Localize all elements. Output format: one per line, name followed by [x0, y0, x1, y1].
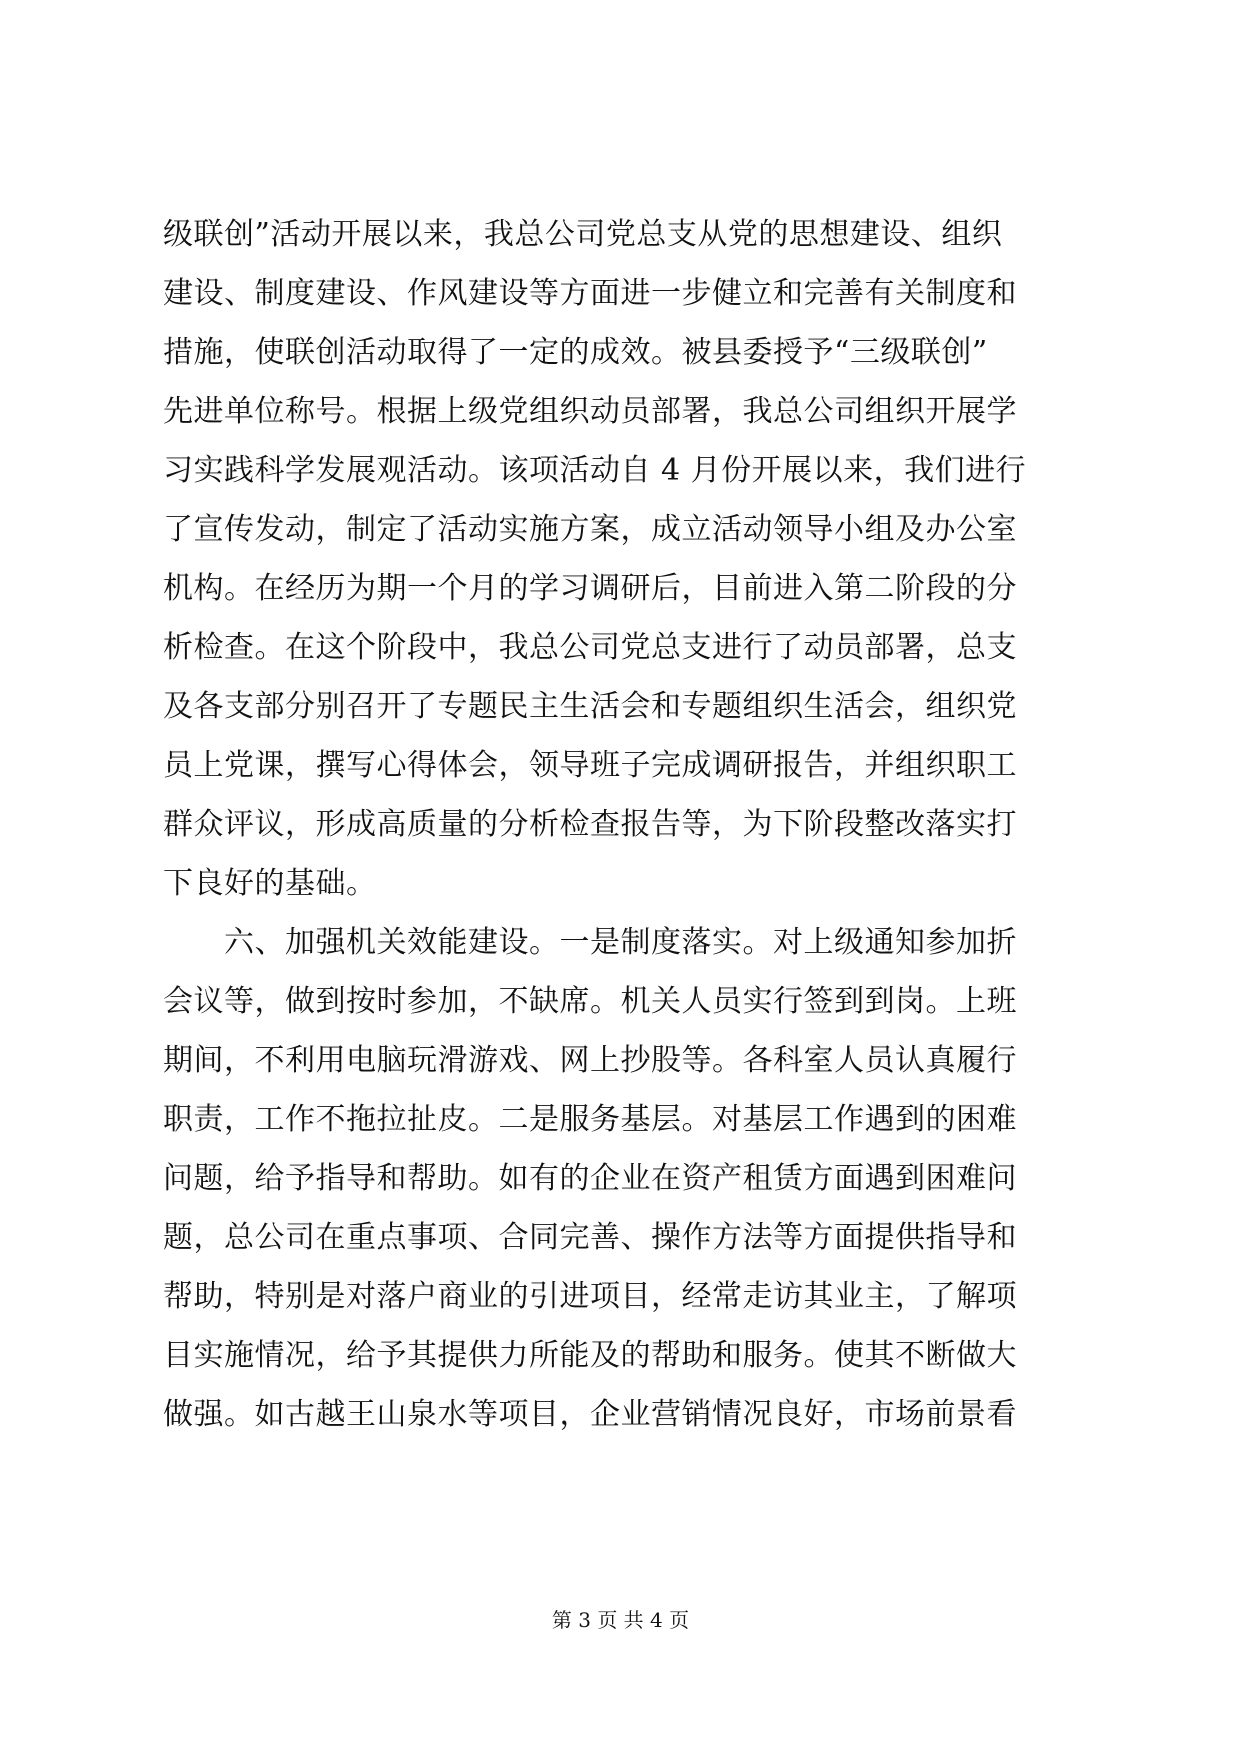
text-line: 群众评议，形成高质量的分析检查报告等，为下阶段整改落实打 [163, 807, 1017, 842]
page-number-footer: 第 3 页 共 4 页 [551, 1608, 690, 1632]
text-line: 六、加强机关效能建设。一是制度落实。对上级通知参加折 [163, 925, 1017, 960]
text-line: 机构。在经历为期一个月的学习调研后，目前进入第二阶段的分 [163, 571, 1017, 606]
text-line: 目实施情况，给予其提供力所能及的帮助和服务。使其不断做大 [163, 1338, 1017, 1373]
text-line: 题，总公司在重点事项、合同完善、操作方法等方面提供指导和 [163, 1220, 1017, 1255]
text-line: 措施，使联创活动取得了一定的成效。被县委授予“三级联创” [163, 335, 988, 370]
text-line: 析检查。在这个阶段中，我总公司党总支进行了动员部署，总支 [163, 630, 1017, 665]
document-body [163, 205, 1093, 1444]
text-line: 帮助，特别是对落户商业的引进项目，经常走访其业主，了解项 [163, 1279, 1017, 1314]
text-line: 员上党课，撰写心得体会，领导班子完成调研报告，并组织职工 [163, 748, 1017, 783]
text-line: 问题，给予指导和帮助。如有的企业在资产租赁方面遇到困难问 [163, 1161, 1017, 1196]
text-line: 下良好的基础。 [163, 866, 377, 901]
text-line: 级联创”活动开展以来，我总公司党总支从党的思想建设、组织 [163, 217, 1003, 252]
text-line: 会议等，做到按时参加，不缺席。机关人员实行签到到岗。上班 [163, 984, 1017, 1019]
text-line: 习实践科学发展观活动。该项活动自 4 月份开展以来，我们进行 [163, 453, 1027, 488]
text-line: 建设、制度建设、作风建设等方面进一步健立和完善有关制度和 [163, 276, 1017, 311]
text-line: 职责，工作不拖拉扯皮。二是服务基层。对基层工作遇到的困难 [163, 1102, 1017, 1137]
text-line: 先进单位称号。根据上级党组织动员部署，我总公司组织开展学 [163, 394, 1017, 429]
text-line: 了宣传发动，制定了活动实施方案，成立活动领导小组及办公室 [163, 512, 1017, 547]
text-line: 期间，不利用电脑玩滑游戏、网上抄股等。各科室人员认真履行 [163, 1043, 1017, 1078]
text-line: 做强。如古越王山泉水等项目，企业营销情况良好，市场前景看 [163, 1397, 1017, 1432]
text-line: 及各支部分别召开了专题民主生活会和专题组织生活会，组织党 [163, 689, 1017, 724]
